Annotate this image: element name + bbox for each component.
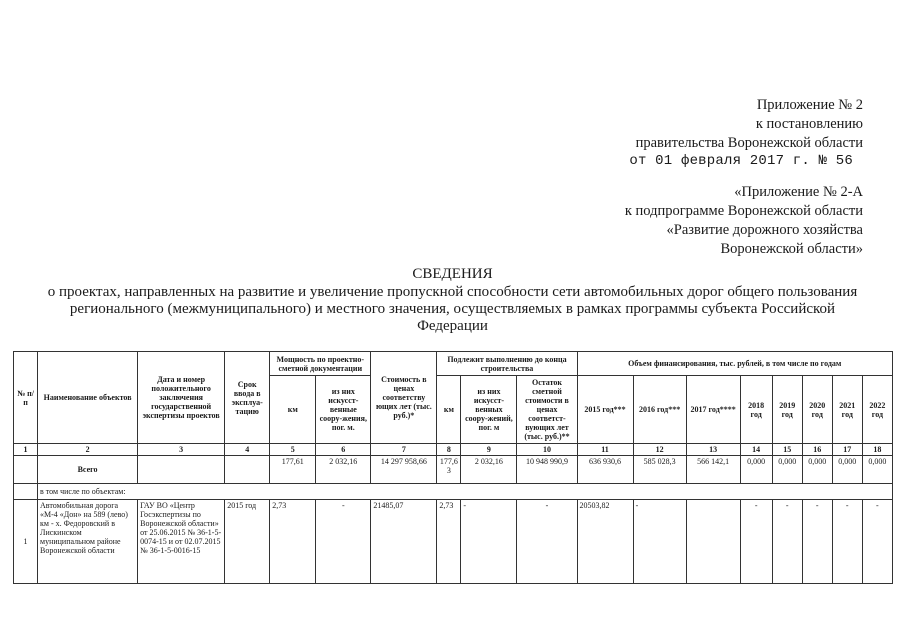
total-year-value: 0,000 bbox=[740, 456, 772, 484]
row-num: 1 bbox=[14, 500, 38, 584]
appendix-line: Воронежской области» bbox=[720, 241, 863, 257]
total-row bbox=[14, 456, 893, 484]
header-remaining: Подлежит выполнению до конца строительства bbox=[437, 352, 577, 376]
row-expertise: ГАУ ВО «Центр Госэкспертизы по Воронежской области» от 25.06.2015 № 36-1-5-0074-15 и от 02.07.2015 № 36-1-5-0016-15 bbox=[138, 500, 225, 584]
header-year: 2020 год bbox=[802, 376, 832, 444]
total-km2: 177,6 3 bbox=[437, 456, 461, 484]
row-year-value: - bbox=[832, 500, 862, 584]
total-balance: 10 948 990,9 bbox=[517, 456, 577, 484]
appendix-subprogram bbox=[625, 183, 863, 259]
col-number: 15 bbox=[772, 444, 802, 456]
total-artificial: 2 032,16 bbox=[316, 456, 371, 484]
total-year-value: 0,000 bbox=[772, 456, 802, 484]
row-year-value: - bbox=[633, 500, 686, 584]
row-year-value: - bbox=[862, 500, 892, 584]
col-number: 2 bbox=[38, 444, 138, 456]
col-number: 18 bbox=[862, 444, 892, 456]
total-km: 177,61 bbox=[270, 456, 316, 484]
col-number: 11 bbox=[577, 444, 633, 456]
total-artificial2: 2 032,16 bbox=[461, 456, 517, 484]
header-year: 2021 год bbox=[832, 376, 862, 444]
header-km2: км bbox=[437, 376, 461, 444]
col-number: 3 bbox=[138, 444, 225, 456]
total-label: Всего bbox=[38, 456, 138, 484]
header-capacity: Мощность по проектно-сметной документации bbox=[270, 352, 371, 376]
header-artificial: из них искусст-венные соору-жения, пог. м. bbox=[316, 376, 371, 444]
row-term: 2015 год bbox=[225, 500, 270, 584]
document-subtitle: о проектах, направленных на развитие и увеличение пропускной способности сети автомобильных дорог общего пользования регионального (межмуниципального) и местного значения, осуществляемых в рамках программы субъекта Российской Федерации bbox=[47, 284, 858, 334]
col-number: 4 bbox=[225, 444, 270, 456]
column-numbers-row bbox=[14, 444, 893, 456]
header-km: км bbox=[270, 376, 316, 444]
header-year: 2017 год**** bbox=[686, 376, 740, 444]
appendix-line: к подпрограмме Воронежской области bbox=[624, 203, 863, 219]
total-year-value: 585 028,3 bbox=[633, 456, 686, 484]
decree-date: от 01 февраля 2017 г. № 56 bbox=[629, 153, 853, 169]
header-balance: Остаток сметной стоимости в ценах соответст-вующих лет (тыс. руб.)** bbox=[517, 376, 577, 444]
by-objects-row bbox=[14, 484, 893, 500]
total-year-value: 566 142,1 bbox=[686, 456, 740, 484]
row-balance: - bbox=[517, 500, 577, 584]
row-year-value: - bbox=[740, 500, 772, 584]
row-year-value: - bbox=[772, 500, 802, 584]
row-km: 2,73 bbox=[270, 500, 316, 584]
header-expertise: Дата и номер положительного заключения государственной экспертизы проектов bbox=[138, 352, 225, 444]
by-objects-label: в том числе по объектам: bbox=[38, 484, 893, 500]
col-number: 1 bbox=[14, 444, 38, 456]
document-title: СВЕДЕНИЯ bbox=[412, 266, 493, 282]
appendix-line: «Развитие дорожного хозяйства bbox=[666, 222, 863, 238]
header-year: 2016 год*** bbox=[633, 376, 686, 444]
col-number: 7 bbox=[371, 444, 437, 456]
col-number: 17 bbox=[832, 444, 862, 456]
header-year: 2015 год*** bbox=[577, 376, 633, 444]
col-number: 10 bbox=[517, 444, 577, 456]
header-num: № п/п bbox=[14, 352, 38, 444]
appendix-header bbox=[636, 96, 863, 153]
appendix-line: Приложение № 2 bbox=[756, 97, 863, 113]
total-year-value: 636 930,6 bbox=[577, 456, 633, 484]
col-number: 12 bbox=[633, 444, 686, 456]
appendix-line: к постановлению bbox=[755, 116, 863, 132]
col-number: 5 bbox=[270, 444, 316, 456]
total-year-value: 0,000 bbox=[832, 456, 862, 484]
col-number: 8 bbox=[437, 444, 461, 456]
header-artificial2: из них искусст-венных соору-жений, пог. м bbox=[461, 376, 517, 444]
header-cost: Стоимость в ценах соответству ющих лет (тыс. руб.)* bbox=[371, 352, 437, 444]
col-number: 9 bbox=[461, 444, 517, 456]
header-year: 2022 год bbox=[862, 376, 892, 444]
row-year-value: 20503,82 bbox=[577, 500, 633, 584]
total-year-value: 0,000 bbox=[802, 456, 832, 484]
projects-table bbox=[13, 351, 893, 584]
col-number: 13 bbox=[686, 444, 740, 456]
row-artificial2: - bbox=[461, 500, 517, 584]
row-km2: 2,73 bbox=[437, 500, 461, 584]
row-artificial: - bbox=[316, 500, 371, 584]
row-year-value: - bbox=[802, 500, 832, 584]
col-number: 6 bbox=[316, 444, 371, 456]
row-cost: 21485,07 bbox=[371, 500, 437, 584]
appendix-line: «Приложение № 2-А bbox=[734, 184, 863, 200]
col-number: 14 bbox=[740, 444, 772, 456]
appendix-line: правительства Воронежской области bbox=[635, 135, 863, 151]
row-year-value bbox=[686, 500, 740, 584]
header-term: Срок ввода в эксплуа-тацию bbox=[225, 352, 270, 444]
total-year-value: 0,000 bbox=[862, 456, 892, 484]
header-year: 2019 год bbox=[772, 376, 802, 444]
total-cost: 14 297 958,66 bbox=[371, 456, 437, 484]
col-number: 16 bbox=[802, 444, 832, 456]
table-row bbox=[14, 500, 893, 584]
header-name: Наименование объектов bbox=[38, 352, 138, 444]
row-name: Автомобильная дорога «М-4 «Дон» на 589 (лево) км - х. Федоровский в Лискинском муниципальном районе Воронежской области bbox=[38, 500, 138, 584]
header-financing: Объем финансирования, тыс. рублей, в том числе по годам bbox=[577, 352, 892, 376]
header-year: 2018 год bbox=[740, 376, 772, 444]
